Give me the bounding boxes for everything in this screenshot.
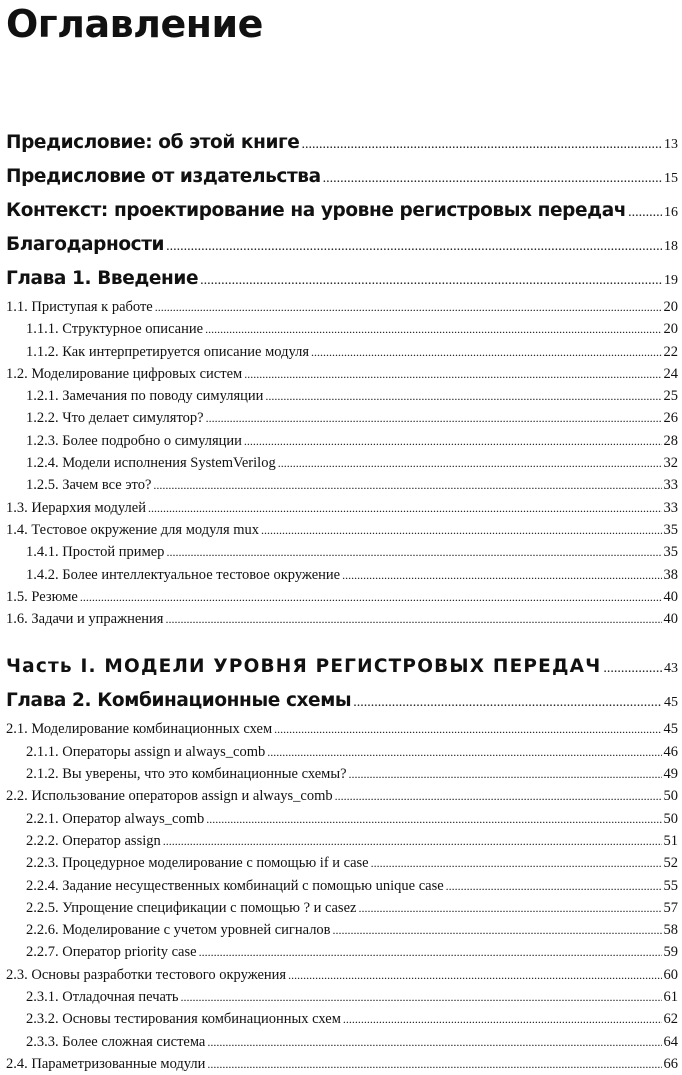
toc-entry-title: 2.2. Использование операторов assign и always_comb <box>6 788 333 805</box>
toc-heading[interactable] <box>6 228 678 262</box>
toc-page-number: 49 <box>663 766 678 783</box>
table-of-contents <box>6 126 678 1075</box>
toc-entry-title: 1.3. Иерархия модулей <box>6 499 146 516</box>
toc-entry[interactable] <box>6 986 678 1008</box>
toc-page-number: 32 <box>663 455 678 472</box>
toc-entry-title: 2.1.1. Операторы assign и always_comb <box>26 743 266 760</box>
toc-page-number: 58 <box>663 922 678 939</box>
toc-entry-title: 1.1.2. Как интерпретируется описание модуля <box>26 343 310 360</box>
toc-entry[interactable] <box>6 363 678 385</box>
toc-entry[interactable] <box>6 564 678 586</box>
toc-entry[interactable] <box>6 1053 678 1075</box>
toc-entry-title: 2.4. Параметризованные модули <box>6 1055 206 1072</box>
toc-entry-title: 1.1.1. Структурное описание <box>26 321 204 338</box>
dot-leader <box>335 785 662 807</box>
toc-entry-title: 2.2.1. Оператор always_comb <box>26 810 205 827</box>
toc-page-number: 59 <box>663 944 678 961</box>
toc-page-number: 22 <box>663 343 678 360</box>
dot-leader <box>199 941 662 963</box>
toc-entry[interactable] <box>6 474 678 496</box>
toc-entry-title: 1.4.2. Более интеллектуальное тестовое окружение <box>26 566 341 583</box>
dot-leader <box>261 519 661 541</box>
dot-leader <box>244 363 661 385</box>
toc-heading[interactable] <box>6 160 678 194</box>
toc-entry[interactable] <box>6 452 678 474</box>
toc-page-number: 18 <box>664 239 678 254</box>
dot-leader <box>349 763 662 785</box>
dot-leader <box>311 341 661 363</box>
toc-page-number: 24 <box>663 365 678 382</box>
dot-leader <box>166 230 662 264</box>
dot-leader <box>371 852 662 874</box>
dot-leader <box>165 608 661 630</box>
toc-page-number: 16 <box>664 205 678 220</box>
toc-entry[interactable] <box>6 852 678 874</box>
toc-entry[interactable] <box>6 763 678 785</box>
dot-leader <box>628 196 662 230</box>
toc-page-number: 50 <box>663 810 678 827</box>
toc-page-number: 33 <box>663 499 678 516</box>
toc-entry-title: Предисловие от издательства <box>6 166 321 187</box>
dot-leader <box>301 128 662 162</box>
toc-page-number: 13 <box>664 137 678 152</box>
toc-page-number: 62 <box>663 1011 678 1028</box>
dot-leader <box>205 318 661 340</box>
toc-entry[interactable] <box>6 541 678 563</box>
dot-leader <box>181 986 662 1008</box>
toc-entry[interactable] <box>6 497 678 519</box>
toc-heading[interactable] <box>6 126 678 160</box>
dot-leader <box>278 452 662 474</box>
toc-entry-title: 1.2.5. Зачем все это? <box>26 477 152 494</box>
toc-page-number: 26 <box>663 410 678 427</box>
toc-entry-title: 1.2.2. Что делает симулятор? <box>26 410 204 427</box>
dot-leader <box>163 830 662 852</box>
toc-page-number: 64 <box>663 1033 678 1050</box>
toc-entry-title: 1.2.3. Более подробно о симуляции <box>26 432 242 449</box>
dot-leader <box>155 296 662 318</box>
toc-entry-title: Контекст: проектирование на уровне регистровых передач <box>6 200 627 221</box>
toc-entry-title: 2.3.1. Отладочная печать <box>26 989 179 1006</box>
dot-leader <box>244 430 662 452</box>
toc-page-number: 40 <box>663 611 678 628</box>
toc-entry[interactable] <box>6 608 678 630</box>
dot-leader <box>265 385 661 407</box>
toc-entry[interactable] <box>6 341 678 363</box>
page-title: Оглавление <box>6 2 263 46</box>
toc-entry-title: 2.2.3. Процедурное моделирование с помощью if и case <box>26 855 369 872</box>
toc-entry-title: 1.2.4. Модели исполнения SystemVerilog <box>26 455 276 472</box>
dot-leader <box>206 407 662 429</box>
toc-entry-title: 1.2. Моделирование цифровых систем <box>6 365 243 382</box>
toc-entry-title: 2.3.2. Основы тестирования комбинационных схем <box>26 1011 341 1028</box>
dot-leader <box>274 718 661 740</box>
dot-leader <box>80 586 662 608</box>
toc-entry-title: 2.3.3. Более сложная система <box>26 1033 206 1050</box>
toc-entry-title: Глава 2. Комбинационные схемы <box>6 690 352 712</box>
toc-entry-title: 1.1. Приступая к работе <box>6 299 153 315</box>
toc-entry-title: 2.2.2. Оператор assign <box>26 832 161 849</box>
toc-entry-title: 2.3. Основы разработки тестового окружения <box>6 966 287 983</box>
toc-heading[interactable] <box>6 684 678 718</box>
toc-entry[interactable] <box>6 1031 678 1053</box>
toc-entry-title: 1.5. Резюме <box>6 588 78 605</box>
toc-entry[interactable] <box>6 1008 678 1030</box>
toc-entry-title: 1.6. Задачи и упражнения <box>6 611 164 628</box>
toc-entry[interactable] <box>6 519 678 541</box>
dot-leader <box>323 162 662 196</box>
toc-page-number: 40 <box>663 588 678 605</box>
toc-entry[interactable] <box>6 318 678 340</box>
dot-leader <box>166 541 661 563</box>
toc-page-number: 33 <box>663 477 678 494</box>
toc-page-number: 55 <box>663 877 678 894</box>
toc-entry-title: Часть I. МОДЕЛИ УРОВНЯ РЕГИСТРОВЫХ ПЕРЕДАЧ <box>6 656 602 678</box>
toc-page-number: 28 <box>663 432 678 449</box>
dot-leader <box>206 808 661 830</box>
toc-entry-title: 2.1.2. Вы уверены, что это комбинационные схемы? <box>26 766 347 783</box>
toc-page-number: 57 <box>663 899 678 916</box>
toc-page-number: 19 <box>664 273 678 288</box>
toc-page-number: 45 <box>663 721 678 738</box>
toc-entry[interactable] <box>6 830 678 852</box>
toc-page-number: 51 <box>663 832 678 849</box>
dot-leader <box>288 964 661 986</box>
dot-leader <box>200 264 662 298</box>
toc-heading[interactable] <box>6 194 678 228</box>
dot-leader <box>207 1053 661 1075</box>
dot-leader <box>343 1008 662 1030</box>
toc-entry-title: 2.2.5. Упрощение спецификации с помощью ? и casez <box>26 899 357 916</box>
toc-entry-title: 1.4. Тестовое окружение для модуля mux <box>6 521 260 538</box>
toc-entry[interactable] <box>6 718 678 740</box>
dot-leader <box>267 741 661 763</box>
toc-page-number: 46 <box>663 743 678 760</box>
toc-entry-title: Глава 1. Введение <box>6 268 199 289</box>
toc-entry[interactable] <box>6 875 678 897</box>
toc-entry-title: 2.2.4. Задание несущественных комбинаций с помощью unique case <box>26 877 444 894</box>
toc-entry[interactable] <box>6 919 678 941</box>
toc-page-number: 20 <box>663 299 678 315</box>
dot-leader <box>358 897 661 919</box>
toc-page-number: 15 <box>664 171 678 186</box>
toc-entry-title: Благодарности <box>6 234 165 255</box>
toc-page-number: 45 <box>664 695 678 711</box>
dot-leader <box>148 497 662 519</box>
toc-entry-title: 2.2.6. Моделирование с учетом уровней сигналов <box>26 922 331 939</box>
toc-entry[interactable] <box>6 941 678 963</box>
toc-page-number: 25 <box>663 388 678 405</box>
toc-entry[interactable] <box>6 741 678 763</box>
toc-entry[interactable] <box>6 586 678 608</box>
toc-entry[interactable] <box>6 785 678 807</box>
toc-entry-title: Предисловие: об этой книге <box>6 132 300 153</box>
toc-entry[interactable] <box>6 296 678 318</box>
toc-entry-title: 2.1. Моделирование комбинационных схем <box>6 721 273 738</box>
toc-entry-title: 2.2.7. Оператор priority case <box>26 944 197 961</box>
toc-page-number: 35 <box>663 521 678 538</box>
toc-entry[interactable] <box>6 964 678 986</box>
dot-leader <box>333 919 662 941</box>
dot-leader <box>342 564 661 586</box>
toc-entry[interactable] <box>6 897 678 919</box>
toc-page-number: 35 <box>663 544 678 561</box>
toc-heading[interactable] <box>6 650 678 684</box>
toc-entry[interactable] <box>6 430 678 452</box>
toc-page-number: 38 <box>663 566 678 583</box>
dot-leader <box>207 1031 661 1053</box>
toc-page-number: 61 <box>663 989 678 1006</box>
dot-leader <box>603 652 662 686</box>
toc-page-number: 66 <box>663 1055 678 1072</box>
toc-page-number: 52 <box>663 855 678 872</box>
dot-leader <box>353 686 662 720</box>
toc-page-number: 50 <box>663 788 678 805</box>
toc-page-number: 43 <box>664 661 678 677</box>
toc-entry[interactable] <box>6 407 678 429</box>
toc-page-number: 60 <box>663 966 678 983</box>
toc-entry-title: 1.4.1. Простой пример <box>26 544 165 561</box>
toc-entry-title: 1.2.1. Замечания по поводу симуляции <box>26 388 264 405</box>
dot-leader <box>446 875 662 897</box>
toc-entry[interactable] <box>6 808 678 830</box>
toc-heading[interactable] <box>6 262 678 296</box>
dot-leader <box>153 474 661 496</box>
toc-entry[interactable] <box>6 385 678 407</box>
toc-page-number: 20 <box>663 321 678 338</box>
